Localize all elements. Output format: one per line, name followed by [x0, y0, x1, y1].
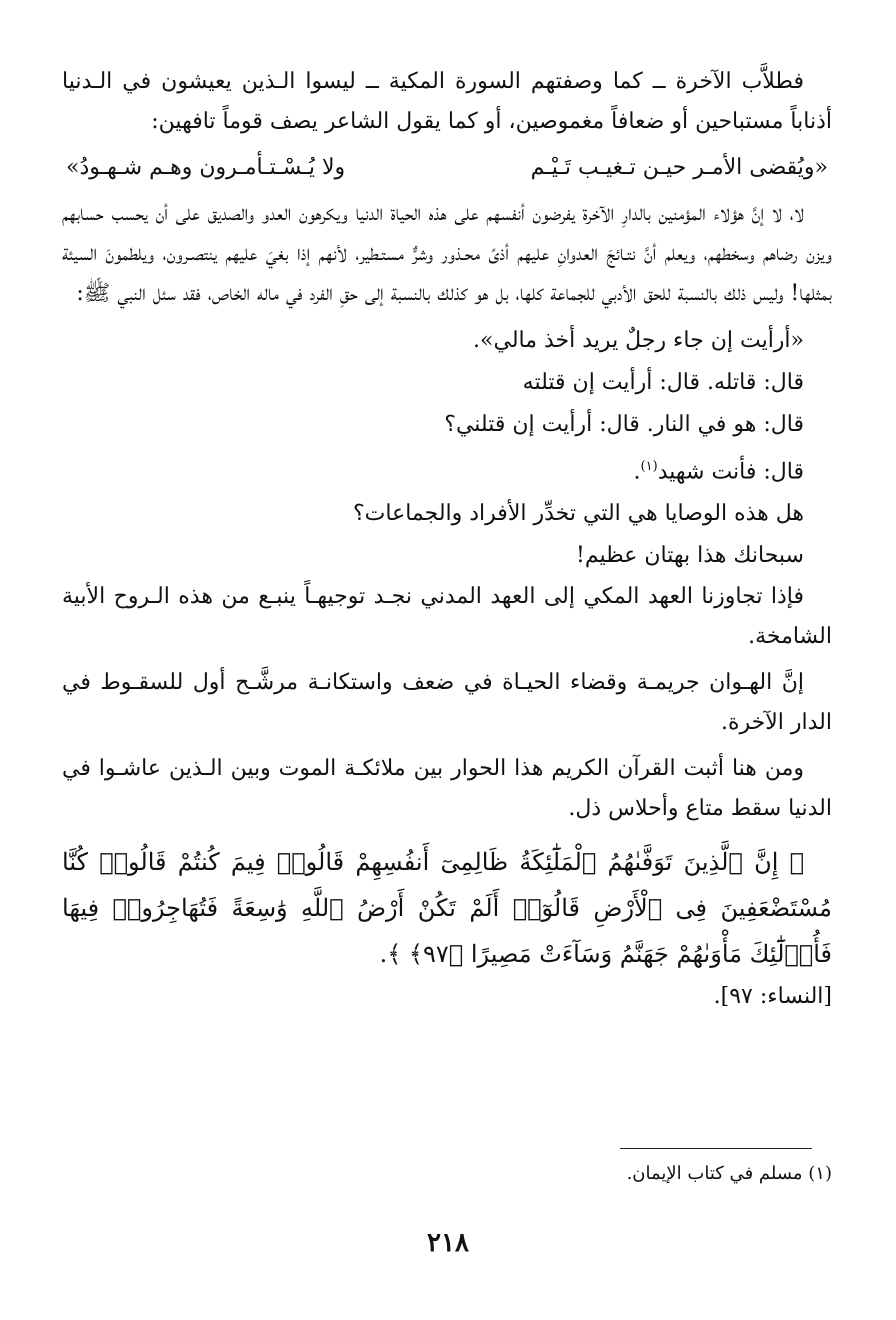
- paragraph-2: لا، لا إنَّ هؤلاء المؤمنين بالدارِ الآخرة يفرضون أنفسهم على هذه الحياة الدنيا ويكرهون العدو والصديق على أن يحسب حسابهم ويزن رضاهم وسخطهم، ويعلم أنَّ نتـائجَ العدوانِ عليهم أذىً محـذور وشرٌّ مستـطير، لأنهم إذا بغيَ عليهم ينتصـرون، ويلطمونَ السيئة بمثلها! وليس ذلك بالنسبة للحق الأدبي للجماعة كلها، بل هو كذلك بالنسبة إلى حقِ الفرد في ماله الخاص، فقد سئل النبي ﷺ:: [62, 201, 832, 306]
- footnote-text: مسلم في كتاب الإيمان.: [626, 1163, 803, 1184]
- verse-first-hemistich: «ويُقضى الأمـر حيـن تـغيـب تَـيْـم: [530, 155, 828, 180]
- footnote-divider: [620, 1148, 812, 1149]
- dialog-line: هل هذه الوصايا هي التي تخدِّر الأفراد والجماعات؟: [352, 501, 804, 527]
- quran-verse: ﴿ إِنَّ ٱلَّذِينَ تَوَفَّىٰهُمُ ٱلْمَلَٰٓئِكَةُ ظَالِمِىٓ أَنفُسِهِمْ قَالُوا۟ فِيمَ كُنتُمْ قَالُوا۟ كُنَّا مُسْتَضْعَفِينَ فِى ٱلْأَرْضِ قَالُوٓا۟ أَلَمْ تَكُنْ أَرْضُ ٱللَّهِ وَٰسِعَةً فَتُهَاجِرُوا۟ فِيهَا فَأُو۟لَٰٓئِكَ مَأْوَىٰهُمْ جَهَنَّمُ وَسَآءَتْ مَصِيرًا ﴿٩٧﴾ ﴾.: [62, 848, 832, 969]
- footnote: [62, 1160, 832, 1188]
- dialog-line: سبحانك هذا بهتان عظيم!: [576, 543, 804, 569]
- dialog-line: «أرأيت إن جاء رجلٌ يريد أخذ مالي».: [473, 328, 804, 353]
- dialog-line-end: .: [633, 459, 641, 485]
- verse-second-hemistich: ولا يُـسْـتـأمـرون وهـم شـهـودُ»: [66, 155, 346, 180]
- dialog-line: قال: قاتله. قال: أرأيت إن قتلته: [522, 370, 804, 395]
- footnote-marker: (١): [808, 1163, 832, 1184]
- poetry-verse: [62, 148, 832, 188]
- dialog-line: قال: هو في النار. قال: أرأيت إن قتلني؟: [444, 412, 804, 437]
- paragraph-1: فطلاَّب الآخرة ــ كما وصفتهم السورة المكية ــ ليسوا الـذين يعيشون في الـدنيا أذناباً مستباحين أو ضعافاً مغموصين، أو كما يقول الشاعر يصف قوماً تافهين:: [62, 69, 832, 134]
- paragraph-3: فإذا تجاوزنا العهد المكي إلى العهد المدني نجـد توجيهـاً ينبـع من هذه الـروح الأبية الشامخة.: [62, 584, 832, 650]
- hadith-dialog: [62, 320, 804, 577]
- page-number: ٢١٨: [427, 1228, 469, 1258]
- page-body: [62, 62, 832, 1017]
- paragraph-4: إنَّ الهـوان جريمـة وقضاء الحيـاة في ضعف واستكانـة مرشَّـح أول للسقـوط في الدار الآخرة.: [62, 670, 832, 736]
- footnote-reference: (١): [640, 459, 658, 474]
- dialog-line: [62, 446, 804, 493]
- dialog-line-text: قال: فأنت شهيد: [657, 459, 804, 485]
- paragraph-5: ومن هنا أثبت القرآن الكريم هذا الحوار بين ملائكـة الموت وبين الـذين عاشـوا في الدنيا سقط متاع وأحلاس ذل.: [62, 756, 832, 822]
- quran-reference: [النساء: ٩٧].: [713, 984, 832, 1010]
